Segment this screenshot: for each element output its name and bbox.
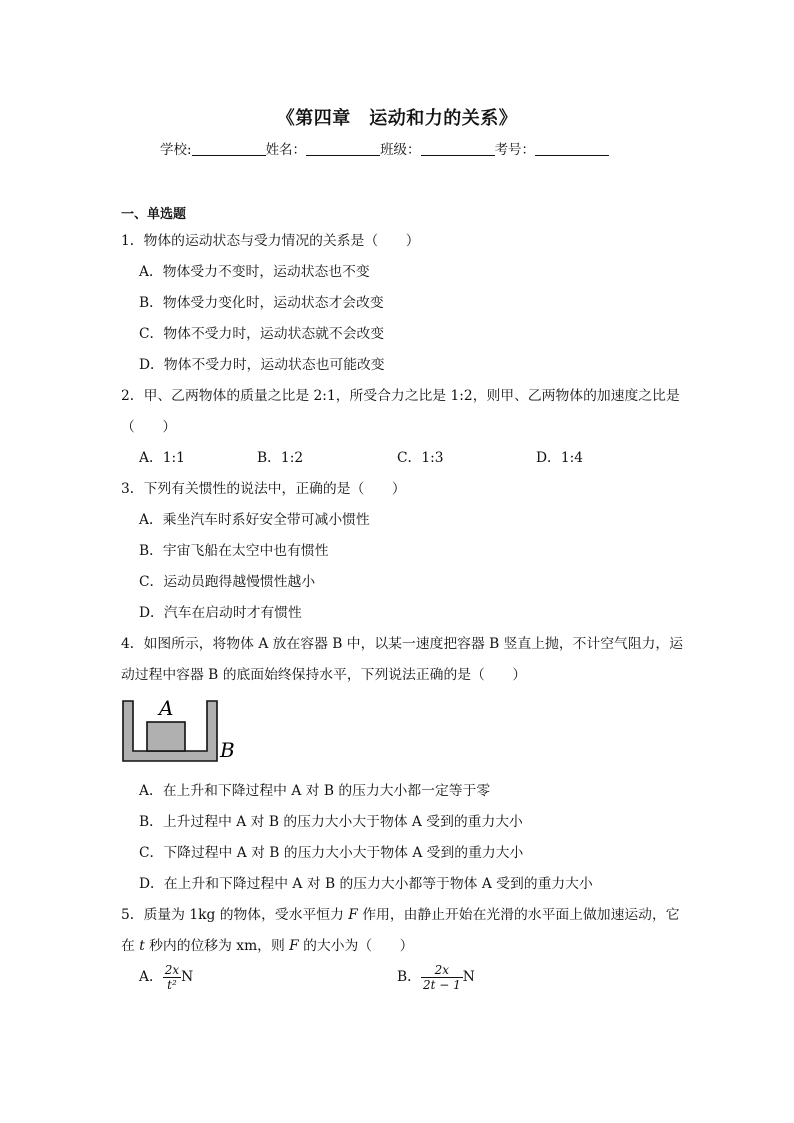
q5-text: 在 bbox=[121, 938, 140, 954]
q5-option-b-fraction bbox=[421, 963, 463, 992]
school-blank[interactable] bbox=[192, 141, 266, 156]
q4-stem-line2: 动过程中容器 B 的底面始终保持水平，下列说法正确的是（ ） bbox=[121, 667, 527, 683]
name-blank[interactable] bbox=[306, 141, 380, 156]
fraction-denominator: 2t − 1 bbox=[422, 978, 461, 992]
q2-option-b[interactable]: B．1:2 bbox=[257, 450, 304, 466]
q5-option-a-label: A． bbox=[139, 969, 163, 985]
q4-option-a[interactable]: A．在上升和下降过程中 A 对 B 的压力大小都一定等于零 bbox=[139, 783, 491, 799]
q2-option-c[interactable]: C．1:3 bbox=[397, 450, 444, 466]
q5-option-a[interactable] bbox=[139, 963, 193, 992]
unit: N bbox=[462, 969, 475, 985]
q1-option-c[interactable]: C．物体不受力时，运动状态就不会改变 bbox=[139, 326, 385, 342]
q2-option-d[interactable]: D．1:4 bbox=[536, 450, 584, 466]
q5-text: 的大小为（ ） bbox=[298, 938, 414, 954]
q4-option-d[interactable]: D．在上升和下降过程中 A 对 B 的压力大小都等于物体 A 受到的重力大小 bbox=[139, 876, 593, 892]
q3-option-c[interactable]: C．运动员跑得越慢惯性越小 bbox=[139, 574, 316, 590]
q5-var-f: F bbox=[348, 907, 358, 923]
block-a bbox=[147, 722, 185, 751]
name-label: 姓名： bbox=[265, 142, 307, 158]
section-heading: 一、单选题 bbox=[121, 207, 187, 222]
page-title: 《第四章 运动和力的关系》 bbox=[276, 108, 518, 129]
q2-stem-line2: （ ） bbox=[121, 419, 177, 435]
q3-option-d[interactable]: D．汽车在启动时才有惯性 bbox=[139, 605, 302, 621]
q5-text: 作用，由静止开始在光滑的水平面上做加速运动，它 bbox=[357, 907, 680, 923]
class-blank[interactable] bbox=[421, 141, 495, 156]
q5-stem-line2 bbox=[121, 934, 413, 954]
q1-option-d[interactable]: D．物体不受力时，运动状态也可能改变 bbox=[139, 357, 385, 373]
q5-option-b-label: B． bbox=[397, 969, 421, 985]
fraction-denominator: t² bbox=[167, 978, 177, 992]
q5-text: 5．质量为 1kg 的物体，受水平恒力 bbox=[121, 907, 349, 923]
q5-text: 秒内的位移为 xm，则 bbox=[144, 938, 290, 954]
q5-option-b[interactable] bbox=[397, 963, 475, 992]
fraction-numerator: 2x bbox=[421, 963, 463, 978]
q2-stem-line1: 2．甲、乙两物体的质量之比是 2:1，所受合力之比是 1:2，则甲、乙两物体的加速度之比是 bbox=[121, 388, 680, 404]
q1-option-a[interactable]: A．物体受力不变时，运动状态也不变 bbox=[139, 264, 370, 280]
q4-option-b[interactable]: B．上升过程中 A 对 B 的压力大小大于物体 A 受到的重力大小 bbox=[139, 814, 523, 830]
class-label: 班级： bbox=[380, 142, 421, 158]
figure-label-b: B bbox=[220, 738, 235, 762]
q5-var-t: t bbox=[139, 938, 145, 954]
q5-var-f: F bbox=[289, 938, 299, 954]
q2-option-a[interactable]: A．1:1 bbox=[139, 450, 185, 466]
unit: N bbox=[181, 969, 194, 985]
q4-option-c[interactable]: C．下降过程中 A 对 B 的压力大小大于物体 A 受到的重力大小 bbox=[139, 845, 524, 861]
q5-option-a-fraction bbox=[163, 963, 181, 992]
student-info-row bbox=[160, 138, 609, 158]
q3-option-a[interactable]: A．乘坐汽车时系好安全带可减小惯性 bbox=[139, 512, 370, 528]
q4-stem-line1: 4．如图所示，将物体 A 放在容器 B 中，以某一速度把容器 B 竖直上抛，不计空气阻力，运 bbox=[121, 636, 684, 652]
school-label: 学校: bbox=[160, 142, 192, 158]
exam-number-label: 考号： bbox=[494, 142, 536, 158]
exam-number-blank[interactable] bbox=[535, 141, 609, 156]
figure-label-a: A bbox=[159, 697, 174, 720]
q1-stem: 1．物体的运动状态与受力情况的关系是（ ） bbox=[121, 233, 420, 249]
q3-option-b[interactable]: B．宇宙飞船在太空中也有惯性 bbox=[139, 543, 329, 559]
q5-stem-line1 bbox=[121, 903, 680, 923]
fraction-numerator: 2x bbox=[164, 963, 180, 977]
q3-stem: 3．下列有关惯性的说法中，正确的是（ ） bbox=[121, 481, 406, 497]
q2-options bbox=[139, 446, 599, 466]
container-figure bbox=[121, 697, 241, 765]
q1-option-b[interactable]: B．物体受力变化时，运动状态才会改变 bbox=[139, 295, 384, 311]
